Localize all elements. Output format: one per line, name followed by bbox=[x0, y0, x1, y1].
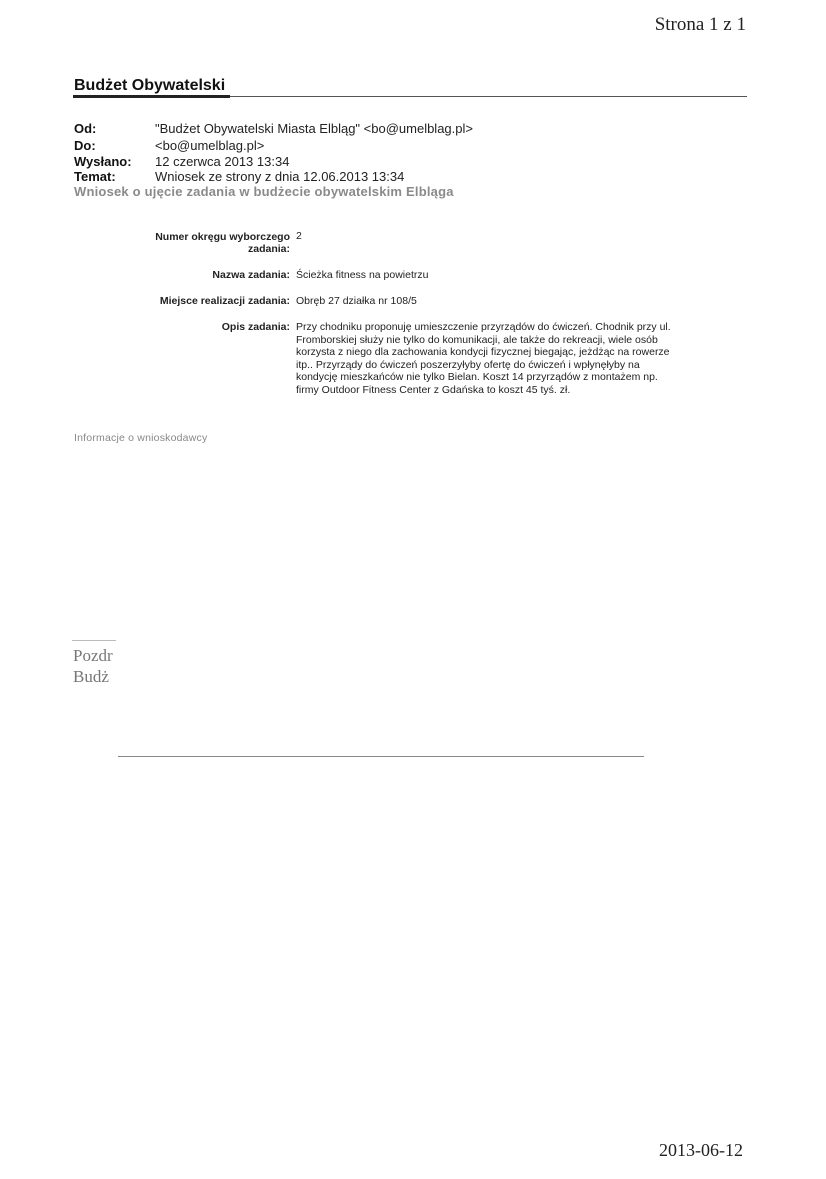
description-line: kondycję mieszkańców nie tylko Bielan. Koszt 14 przyrządów z montażem np. bbox=[296, 371, 658, 383]
description-line: Fromborskiej służy nie tylko do komunikacji, ale także do rekreacji, wiele osób bbox=[296, 333, 658, 346]
sender-organization: Budżet Obywatelski bbox=[74, 77, 226, 94]
description-line: Przy chodniku proponuję umieszczenie przyrządów do ćwiczeń. Chodnik przy ul. bbox=[296, 321, 671, 333]
signature-line-2: Budż bbox=[73, 667, 109, 686]
subject-label: Temat: bbox=[74, 169, 116, 184]
to-label: Do: bbox=[74, 138, 96, 153]
task-name-label: Nazwa zadania: bbox=[212, 269, 290, 281]
form-heading: Wniosek o ujęcie zadania w budżecie obywatelskim Elbląga bbox=[74, 184, 454, 199]
signature-line-1: Pozdr bbox=[73, 646, 113, 665]
location-label: Miejsce realizacji zadania: bbox=[159, 295, 290, 307]
signature-divider bbox=[72, 640, 116, 641]
from-label: Od: bbox=[74, 121, 97, 136]
sent-label: Wysłano: bbox=[74, 154, 132, 169]
to-value: <bo@umelblag.pl> bbox=[155, 138, 265, 153]
district-label-line-1: Numer okręgu wyborczego bbox=[155, 231, 290, 243]
task-name-value: Ścieżka fitness na powietrzu bbox=[296, 269, 429, 281]
header-underline bbox=[73, 95, 230, 98]
page-counter: Strona 1 z 1 bbox=[654, 14, 746, 35]
sent-value: 12 czerwca 2013 13:34 bbox=[155, 154, 290, 169]
description-line: firmy Outdoor Fitness Center z Gdańska to koszt 45 tyś. zł. bbox=[296, 383, 571, 396]
from-value: "Budżet Obywatelski Miasta Elbląg" <bo@umelblag.pl> bbox=[155, 121, 473, 136]
applicant-info-heading: Informacje o wnioskodawcy bbox=[74, 432, 208, 444]
district-label-line-2: zadania: bbox=[247, 243, 290, 255]
footer-divider bbox=[118, 756, 644, 757]
description-line: korzysta z niego dla zachowania kondycji fizycznej biegając, jeżdżąc na rowerze bbox=[296, 346, 670, 358]
print-date: 2013-06-12 bbox=[659, 1140, 743, 1160]
district-value: 2 bbox=[296, 230, 302, 242]
subject-value: Wniosek ze strony z dnia 12.06.2013 13:34 bbox=[155, 169, 405, 184]
description-value bbox=[296, 321, 756, 396]
location-value: Obręb 27 działka nr 108/5 bbox=[296, 295, 417, 307]
description-line: itp.. Przyrządy do ćwiczeń poszerzyłyby ofertę do ćwiczeń i wpłynęłyby na bbox=[296, 358, 640, 371]
description-label: Opis zadania: bbox=[221, 321, 290, 333]
